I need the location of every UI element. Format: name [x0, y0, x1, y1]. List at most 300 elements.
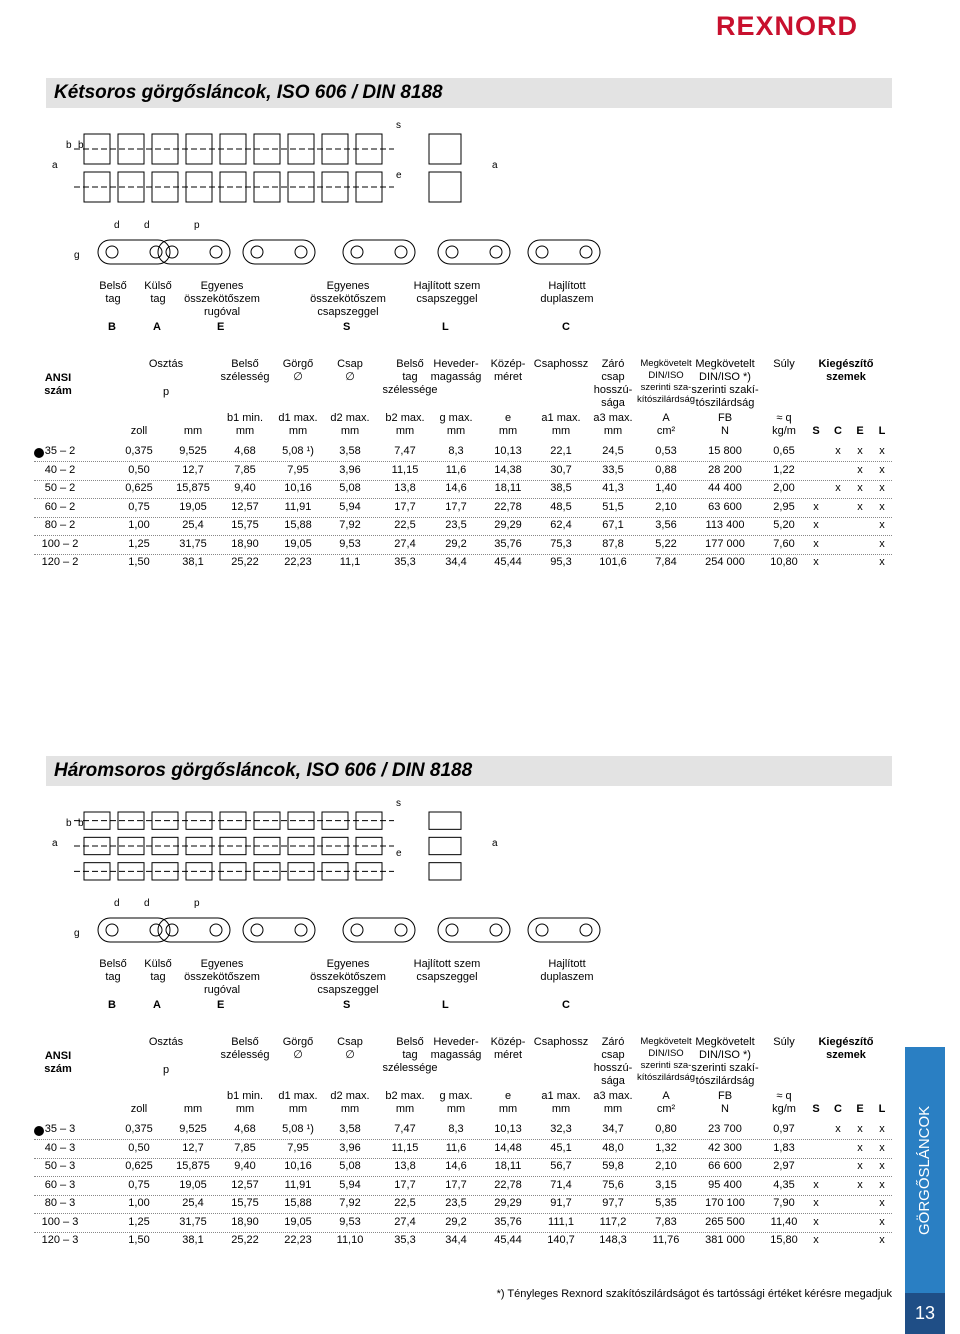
header-A: A: [662, 1090, 670, 1102]
table-cell: 13,8: [394, 1160, 416, 1172]
table-cell: 0,375: [125, 445, 153, 457]
table-cell: 1,83: [773, 1141, 795, 1154]
chain-side-view: [44, 896, 604, 966]
table-cell: 7,85: [234, 463, 256, 476]
table-cell: 8,3: [448, 1123, 464, 1135]
row-divider: [34, 1158, 892, 1159]
table-cell: 1,32: [655, 1141, 677, 1154]
side-link: [158, 240, 230, 264]
table-cell: x: [879, 482, 885, 494]
table-cell: 0,625: [125, 482, 153, 494]
table-cell: 35,76: [494, 537, 522, 550]
row-divider: [34, 554, 892, 555]
table-cell: 111,1: [548, 1215, 574, 1228]
table-cell: 2,00: [773, 482, 795, 494]
header-unit: mm: [395, 425, 415, 437]
table-cell: 80 – 2: [44, 519, 76, 531]
header-d2: d2 max.: [330, 412, 370, 424]
header-unit: N: [721, 425, 729, 437]
table-cell: 15,75: [231, 1197, 259, 1209]
table-cell: 17,7: [445, 1178, 467, 1191]
header-inner_link_width: Belső tag szélessége: [382, 1036, 438, 1074]
table-cell: 14,48: [494, 1141, 522, 1154]
table-cell: 9,53: [339, 1215, 361, 1228]
dim-label-d2: d: [144, 220, 150, 231]
table-cell: 42 300: [708, 1141, 742, 1154]
header-d1: d1 max.: [278, 412, 318, 424]
link-type-code: E: [217, 999, 225, 1011]
dim-label-a3: a: [492, 160, 498, 171]
dim-label-a1: a: [52, 160, 58, 171]
dim-label-g: g: [74, 928, 80, 939]
side-link: [158, 918, 230, 942]
link-type-code: A: [153, 999, 161, 1011]
table-cell: 14,6: [445, 1160, 467, 1172]
table-cell: x: [813, 1215, 819, 1228]
table-cell: 29,29: [494, 1197, 522, 1209]
link-plate: [186, 172, 212, 202]
header-attachment-col: E: [856, 425, 864, 437]
end-link-plate: [429, 134, 461, 164]
table-cell: 12,57: [231, 500, 259, 513]
header-b1: b1 min.: [226, 1090, 264, 1102]
table-cell: 35,3: [394, 556, 416, 568]
table-cell: 120 – 2: [41, 556, 79, 568]
row-divider: [34, 535, 892, 536]
header-weight: Súly: [773, 358, 795, 370]
table-cell: x: [857, 1178, 863, 1191]
header-weight: Súly: [773, 1036, 795, 1048]
table-cell: 91,7: [550, 1197, 572, 1209]
table-cell: 7,85: [234, 1141, 256, 1154]
table-cell: 22,23: [284, 1234, 312, 1246]
table-cell: 14,38: [494, 463, 522, 476]
table-cell: 29,2: [445, 1215, 467, 1228]
table-cell: 22,5: [394, 1197, 416, 1209]
header-unit: mm: [498, 1103, 518, 1115]
table-cell: x: [879, 519, 885, 531]
table-cell: 22,23: [284, 556, 312, 568]
header-attachments: Kiegészítő szemek: [818, 1036, 874, 1061]
header-g: g max.: [439, 412, 473, 424]
table-cell: 15,88: [284, 519, 312, 531]
end-link-plate: [429, 172, 461, 202]
table-cell: 1,25: [128, 1215, 150, 1228]
table-cell: 265 500: [705, 1215, 745, 1228]
table-cell: 17,7: [445, 500, 467, 513]
dim-label-p: p: [194, 220, 200, 231]
pin-hole: [251, 246, 263, 258]
side-link: [98, 918, 170, 942]
table-cell: 11,91: [284, 1178, 312, 1191]
table-cell: 7,47: [394, 445, 416, 457]
table-cell: 7,90: [773, 1197, 795, 1209]
table-cell: x: [879, 1123, 885, 1135]
table-cell: 5,08: [339, 482, 361, 494]
table-cell: 7,84: [655, 556, 677, 568]
header-unit: kg/m: [772, 425, 796, 437]
table-cell: 11,91: [284, 500, 312, 513]
table-cell: x: [835, 482, 841, 494]
table-cell: 1,50: [128, 1234, 150, 1246]
side-link: [438, 918, 510, 942]
link-type-code: C: [562, 321, 570, 333]
table-cell: 67,1: [602, 519, 624, 531]
header-pin: Csap ∅: [337, 358, 363, 383]
pin-hole: [536, 924, 548, 936]
chain-top-view: [44, 118, 514, 218]
table-cell: 9,525: [179, 445, 207, 457]
table-cell: 1,00: [128, 1197, 150, 1209]
table-cell: 9,40: [234, 482, 256, 494]
table-cell: x: [857, 1123, 863, 1135]
section-title: Kétsoros görgősláncok, ISO 606 / DIN 8188: [46, 78, 892, 108]
header-closing_pin: Záró csap hosszú- sága: [593, 1036, 633, 1087]
table-cell: 19,05: [284, 537, 312, 550]
table-cell: 3,96: [339, 1141, 361, 1154]
table-cell: 5,08: [339, 1160, 361, 1172]
link-plate: [356, 172, 382, 202]
dim-label-s: s: [396, 798, 401, 809]
table-cell: 11,15: [391, 463, 419, 476]
table-cell: x: [857, 445, 863, 457]
header-unit: kg/m: [772, 1103, 796, 1115]
header-req2: Megkövetelt DIN/ISO *) szerinti szakí- tószilárdság: [691, 1036, 759, 1087]
table-cell: 75,3: [550, 537, 572, 550]
table-cell: 0,80: [655, 1123, 677, 1135]
table-cell: 17,7: [394, 1178, 416, 1191]
pin-hole: [166, 246, 178, 258]
header-unit: mm: [446, 425, 466, 437]
header-b1: b1 min.: [226, 412, 264, 424]
table-cell: 177 000: [705, 537, 745, 550]
table-cell: 10,13: [494, 445, 522, 457]
table-cell: 38,1: [182, 556, 204, 568]
table-cell: x: [857, 1160, 863, 1172]
table-cell: 18,90: [231, 537, 259, 550]
table-cell: 10,80: [770, 556, 798, 568]
header-unit: cm²: [656, 1103, 676, 1115]
header-attachment-col: S: [812, 1103, 820, 1115]
table-cell: x: [813, 500, 819, 513]
row-divider: [34, 461, 892, 462]
table-cell: 7,83: [655, 1215, 677, 1228]
table-cell: 15,75: [231, 519, 259, 531]
table-cell: x: [813, 556, 819, 568]
side-link: [343, 918, 415, 942]
header-d1: d1 max.: [278, 1090, 318, 1102]
table-cell: 22,1: [550, 445, 572, 457]
row-divider: [34, 1176, 892, 1177]
table-cell: x: [879, 1160, 885, 1172]
table-cell: 11,76: [652, 1234, 680, 1246]
end-link-plate: [429, 812, 461, 829]
header-a3: a3 max.: [593, 1090, 633, 1102]
dim-label-b2: b: [66, 140, 72, 151]
table-cell: 95,3: [550, 556, 572, 568]
table-cell: x: [879, 1234, 885, 1246]
table-cell: 35,3: [394, 1234, 416, 1246]
header-center: Közép- méret: [490, 1036, 526, 1061]
pin-hole: [106, 924, 118, 936]
link-type-label: Belső tag: [99, 958, 127, 983]
pin-hole: [150, 924, 162, 936]
table-cell: 97,7: [602, 1197, 624, 1209]
table-cell: x: [813, 1197, 819, 1209]
table-cell: 60 – 3: [44, 1178, 76, 1191]
table-cell: 0,53: [655, 445, 677, 457]
section-title: Háromsoros görgősláncok, ISO 606 / DIN 8188: [46, 756, 892, 786]
table-cell: x: [879, 1197, 885, 1209]
header-unit: cm²: [656, 425, 676, 437]
table-cell: 11,15: [391, 1141, 419, 1154]
table-cell: x: [879, 500, 885, 513]
footnote: *) Tényleges Rexnord szakítószilárdságot és tartóssági értéket kérésre megadjuk: [496, 1288, 892, 1300]
dim-label-b1: b: [78, 818, 84, 829]
dim-label-a3: a: [492, 838, 498, 849]
table-cell: 24,5: [602, 445, 624, 457]
table-cell: x: [813, 1234, 819, 1246]
table-cell: 17,7: [394, 500, 416, 513]
link-plate: [186, 837, 212, 854]
table-cell: 27,4: [394, 537, 416, 550]
row-divider: [34, 1195, 892, 1196]
table-cell: 45,44: [494, 556, 522, 568]
table-cell: 63 600: [708, 500, 742, 513]
table-cell: 12,7: [182, 1141, 204, 1154]
table-cell: 5,08 ¹): [282, 445, 314, 457]
pin-hole: [150, 246, 162, 258]
side-link: [438, 240, 510, 264]
pin-hole: [580, 924, 592, 936]
table-cell: 12,7: [182, 463, 204, 476]
table-cell: 11,40: [770, 1215, 798, 1228]
table-cell: x: [879, 445, 885, 457]
table-cell: 80 – 3: [44, 1197, 76, 1209]
table-cell: 31,75: [179, 1215, 207, 1228]
rexnord-logo-text: REXNORD: [716, 11, 859, 41]
header-unit: mm: [395, 1103, 415, 1115]
table-cell: 1,40: [655, 482, 677, 494]
side-link: [243, 240, 315, 264]
header-p: p: [162, 1064, 170, 1076]
table-cell: 15,80: [770, 1234, 798, 1246]
link-type-label: Egyenes összekötőszem rugóval: [184, 958, 260, 996]
header-unit: mm: [183, 425, 203, 437]
table-cell: 1,50: [128, 556, 150, 568]
table-cell: 59,8: [602, 1160, 624, 1172]
pin-hole: [210, 924, 222, 936]
table-cell: 48,5: [550, 500, 572, 513]
table-cell: 23 700: [708, 1123, 742, 1135]
header-attachment-col: S: [812, 425, 820, 437]
table-cell: 9,40: [234, 1160, 256, 1172]
link-type-code: S: [343, 321, 351, 333]
table-cell: 11,6: [445, 1141, 467, 1154]
link-type-label: Hajlított szem csapszeggel: [413, 280, 481, 305]
header-center: Közép- méret: [490, 358, 526, 383]
pin-hole: [446, 246, 458, 258]
header-unit: mm: [603, 425, 623, 437]
header-roller: Görgő ∅: [282, 358, 314, 383]
table-cell: 18,11: [494, 482, 522, 494]
side-link: [528, 240, 600, 264]
pin-hole: [166, 924, 178, 936]
end-link-plate: [429, 837, 461, 854]
table-cell: 30,7: [550, 463, 572, 476]
table-cell: 22,78: [494, 1178, 522, 1191]
header-g: g max.: [439, 1090, 473, 1102]
table-cell: 148,3: [599, 1234, 627, 1246]
table-cell: 45,1: [550, 1141, 572, 1154]
header-e: e: [504, 412, 512, 424]
side-link: [243, 918, 315, 942]
header-attachments: Kiegészítő szemek: [818, 358, 874, 383]
table-cell: 15,875: [176, 1160, 210, 1172]
dim-label-s: s: [396, 120, 401, 131]
table-cell: 87,8: [602, 537, 624, 550]
table-cell: 4,68: [234, 445, 256, 457]
header-req2: Megkövetelt DIN/ISO *) szerinti szakí- tószilárdság: [691, 358, 759, 409]
table-cell: 35 – 3: [44, 1123, 76, 1135]
link-type-code: L: [442, 999, 449, 1011]
table-cell: 5,08 ¹): [282, 1123, 314, 1135]
table-cell: 19,05: [284, 1215, 312, 1228]
table-cell: 5,94: [339, 500, 361, 513]
link-plate: [356, 134, 382, 164]
header-attachment-col: L: [878, 1103, 886, 1115]
table-cell: 1,22: [773, 463, 795, 476]
table-cell: 11,10: [336, 1234, 364, 1246]
row-divider: [34, 498, 892, 499]
table-cell: 9,53: [339, 537, 361, 550]
table-cell: 23,5: [445, 519, 467, 531]
table-cell: 140,7: [547, 1234, 575, 1246]
table-cell: 0,50: [128, 1141, 150, 1154]
table-cell: 7,95: [287, 1141, 309, 1154]
header-FB: FB: [717, 1090, 733, 1102]
header-unit: mm: [603, 1103, 623, 1115]
table-cell: 7,92: [339, 519, 361, 531]
dim-label-d2: d: [144, 898, 150, 909]
table-cell: 71,4: [550, 1178, 572, 1191]
table-cell: 48,0: [602, 1141, 624, 1154]
table-cell: 4,68: [234, 1123, 256, 1135]
side-link: [98, 240, 170, 264]
table-cell: 15,875: [176, 482, 210, 494]
table-cell: 18,90: [231, 1215, 259, 1228]
table-cell: 34,7: [602, 1123, 624, 1135]
table-cell: 5,35: [655, 1197, 677, 1209]
table-cell: 25,22: [231, 556, 259, 568]
link-type-label: Egyenes összekötőszem rugóval: [184, 280, 260, 318]
table-cell: 50 – 3: [44, 1160, 76, 1172]
table-cell: 3,58: [339, 445, 361, 457]
table-cell: 0,375: [125, 1123, 153, 1135]
link-type-label: Hajlított szem csapszeggel: [413, 958, 481, 983]
table-cell: 75,6: [602, 1178, 624, 1191]
table-cell: x: [857, 1141, 863, 1154]
pin-hole: [446, 924, 458, 936]
header-pitch: Osztás: [148, 1036, 184, 1048]
link-plate: [186, 134, 212, 164]
table-cell: 12,57: [231, 1178, 259, 1191]
table-cell: 10,16: [284, 1160, 312, 1172]
table-cell: 381 000: [705, 1234, 745, 1246]
table-cell: 117,2: [599, 1215, 627, 1228]
table-cell: 0,50: [128, 463, 150, 476]
table-cell: x: [857, 482, 863, 494]
link-type-code: L: [442, 321, 449, 333]
table-cell: x: [857, 463, 863, 476]
table-cell: 5,94: [339, 1178, 361, 1191]
link-type-code: C: [562, 999, 570, 1011]
page-number: 13: [905, 1293, 945, 1334]
table-cell: x: [879, 1141, 885, 1154]
link-type-code: B: [108, 999, 116, 1011]
table-cell: 32,3: [550, 1123, 572, 1135]
header-b2: b2 max.: [385, 1090, 425, 1102]
table-cell: 22,78: [494, 500, 522, 513]
pin-hole: [395, 924, 407, 936]
header-pin: Csap ∅: [337, 1036, 363, 1061]
header-pin_length: Csaphossz: [533, 358, 589, 370]
table-cell: 50 – 2: [44, 482, 76, 494]
table-cell: 100 – 3: [41, 1215, 79, 1228]
table-cell: 31,75: [179, 537, 207, 550]
table-cell: 0,75: [128, 1178, 150, 1191]
link-type-code: S: [343, 999, 351, 1011]
table-cell: 34,4: [445, 1234, 467, 1246]
table-cell: 41,3: [602, 482, 624, 494]
row-divider: [34, 517, 892, 518]
table-cell: 7,95: [287, 463, 309, 476]
link-type-label: Hajlított duplaszem: [540, 280, 594, 305]
header-unit: mm: [183, 1103, 203, 1115]
dim-label-d1: d: [114, 898, 120, 909]
link-type-label: Külső tag: [144, 280, 172, 305]
dim-label-p: p: [194, 898, 200, 909]
header-ansi: ANSI szám: [44, 372, 72, 397]
pin-hole: [295, 246, 307, 258]
dim-label-e: e: [396, 848, 402, 859]
link-type-label: Belső tag: [99, 280, 127, 305]
table-cell: x: [879, 463, 885, 476]
rexnord-logo: [716, 8, 896, 42]
header-req1: Megkövetelt DIN/ISO szerinti sza- kítószilárdság: [636, 1036, 696, 1083]
table-cell: 2,95: [773, 500, 795, 513]
link-plate: [356, 837, 382, 854]
side-link: [343, 240, 415, 264]
header-plate_height: Heveder- magasság: [430, 358, 482, 383]
table-cell: 113 400: [705, 519, 745, 531]
table-cell: 2,10: [655, 500, 677, 513]
table-cell: 19,05: [179, 1178, 207, 1191]
dim-label-g: g: [74, 250, 80, 261]
sidebar-label: GÖRGŐSLÁNCOK: [916, 1105, 933, 1235]
link-plate: [356, 863, 382, 880]
table-cell: 45,44: [494, 1234, 522, 1246]
table-cell: 2,97: [773, 1160, 795, 1172]
header-ansi: ANSI szám: [44, 1050, 72, 1075]
table-cell: 0,75: [128, 500, 150, 513]
header-p: p: [162, 386, 170, 398]
header-attachment-col: E: [856, 1103, 864, 1115]
link-type-code: B: [108, 321, 116, 333]
table-cell: 35,76: [494, 1215, 522, 1228]
header-roller: Görgő ∅: [282, 1036, 314, 1061]
table-cell: x: [857, 500, 863, 513]
